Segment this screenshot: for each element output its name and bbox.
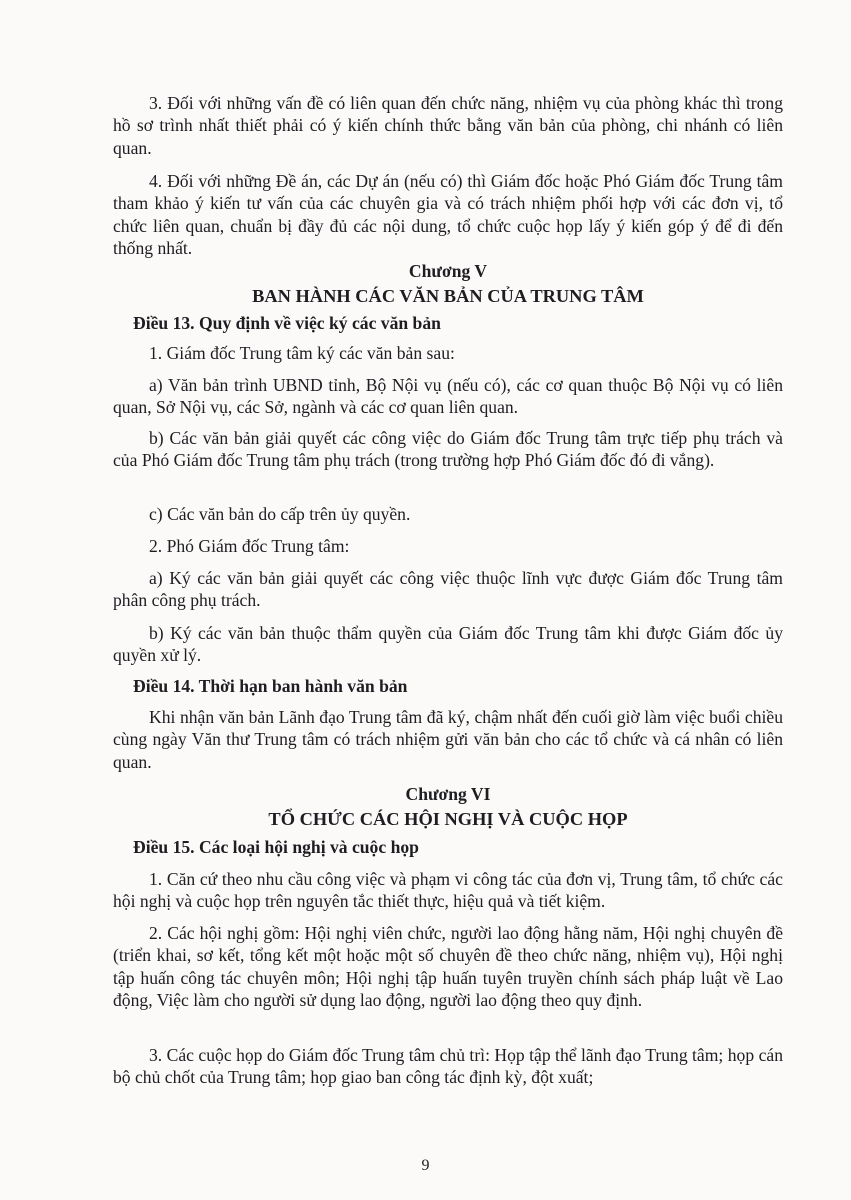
article-13-item: a) Văn bản trình UBND tỉnh, Bộ Nội vụ (nếu có), các cơ quan thuộc Bộ Nội vụ có liên quan, Sở Nội vụ, các Sở, ngành và các cơ quan liên quan. [113, 375, 783, 418]
article-15-heading: Điều 15. Các loại hội nghị và cuộc họp [133, 837, 419, 857]
article-13-item: b) Các văn bản giải quyết các công việc do Giám đốc Trung tâm trực tiếp phụ trách và của Phó Giám đốc Trung tâm phụ trách (trong trường hợp Phó Giám đốc đó đi vắng). [113, 428, 783, 471]
article-13-item: b) Ký các văn bản thuộc thẩm quyền của Giám đốc Trung tâm khi được Giám đốc ủy quyền xử lý. [113, 623, 783, 666]
article-14-heading: Điều 14. Thời hạn ban hành văn bản [133, 676, 408, 696]
article-15-item: 2. Các hội nghị gồm: Hội nghị viên chức, người lao động hằng năm, Hội nghị chuyên đề (triển khai, sơ kết, tổng kết một hoặc một số chuyên đề theo chức năng, nhiệm vụ), Hội nghị tập huấn công tác chuyên môn; Hội nghị tập huấn tuyên truyền chính sách pháp luật về Lao động, Việc làm cho người sử dụng lao động, người lao động theo quy định. [113, 923, 783, 1010]
chapter-v-label: Chương V [408, 261, 488, 281]
page-number: 9 [421, 1157, 430, 1174]
paragraph-4: 4. Đối với những Đề án, các Dự án (nếu có) thì Giám đốc hoặc Phó Giám đốc Trung tâm tham khảo ý kiến tư vấn của các chuyên gia và có trách nhiệm phối hợp với các đơn vị, tổ chức liên quan, chuẩn bị đầy đủ các nội dung, tổ chức cuộc họp lấy ý kiến góp ý để đi đến thống nhất. [113, 171, 783, 258]
chapter-vi-title: TỔ CHỨC CÁC HỘI NGHỊ VÀ CUỘC HỌP [268, 809, 628, 829]
article-13-item: c) Các văn bản do cấp trên ủy quyền. [149, 504, 411, 524]
article-14-body: Khi nhận văn bản Lãnh đạo Trung tâm đã ký, chậm nhất đến cuối giờ làm việc buổi chiều cùng ngày Văn thư Trung tâm có trách nhiệm gửi văn bản cho các tổ chức và cá nhân có liên quan. [113, 707, 783, 772]
article-15-item: 1. Căn cứ theo nhu cầu công việc và phạm vi công tác của đơn vị, Trung tâm, tổ chức các hội nghị và cuộc họp trên nguyên tắc thiết thực, hiệu quả và tiết kiệm. [113, 869, 783, 912]
article-15-item: 3. Các cuộc họp do Giám đốc Trung tâm chủ trì: Họp tập thể lãnh đạo Trung tâm; họp cán bộ chủ chốt của Trung tâm; họp giao ban công tác định kỳ, đột xuất; [113, 1045, 783, 1088]
paragraph-3: 3. Đối với những vấn đề có liên quan đến chức năng, nhiệm vụ của phòng khác thì trong hồ sơ trình nhất thiết phải có ý kiến chính thức bằng văn bản của phòng, chi nhánh có liên quan. [113, 93, 783, 158]
article-13-item: a) Ký các văn bản giải quyết các công việc thuộc lĩnh vực được Giám đốc Trung tâm phân công phụ trách. [113, 568, 783, 611]
article-13-heading: Điều 13. Quy định về việc ký các văn bản [133, 313, 441, 333]
article-13-item: 2. Phó Giám đốc Trung tâm: [149, 536, 350, 556]
chapter-vi-label: Chương VI [405, 784, 491, 804]
article-13-item: 1. Giám đốc Trung tâm ký các văn bản sau: [149, 343, 455, 363]
chapter-v-title: BAN HÀNH CÁC VĂN BẢN CỦA TRUNG TÂM [252, 286, 644, 306]
